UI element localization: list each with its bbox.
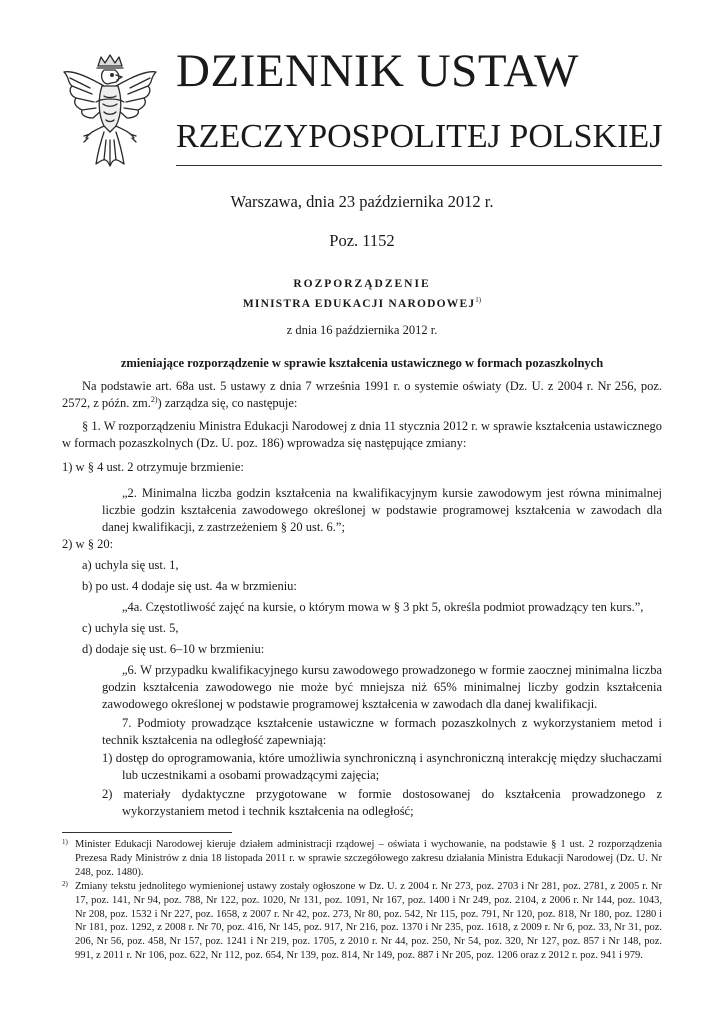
act-type: ROZPORZĄDZENIE	[293, 278, 431, 290]
paragraph-1: § 1. W rozporządzeniu Ministra Edukacji Narodowej z dnia 11 stycznia 2012 r. w sprawie kształcenia ustawicznego w formach pozaszkolnych (Dz. U. poz. 186) wprowadza się następujące zmiany:	[62, 419, 662, 450]
footnote-ref: 1)	[475, 296, 482, 304]
item-1: 1) w § 4 ust. 2 otrzymuje brzmienie:	[62, 460, 244, 474]
footnote-2: 2) Zmiany tekstu jednolitego wymienionej ustawy zostały ogłoszone w Dz. U. z 2004 r. Nr 273, poz. 2703 i Nr 281, poz. 2781, z 2005 r. Nr 17, poz. 141, Nr 94, poz. 788, Nr 122, poz. 1020, Nr 131, poz. 1091, Nr 167, poz. 1400 i Nr 249, poz. 2104, z 2006 r. Nr 144, poz. 1043, Nr 208, poz. 1532 i Nr 227, poz. 1658, z 2007 r. Nr 42, poz. 273, Nr 80, poz. 542, Nr 115, poz. 791, Nr 120, poz. 818, Nr 180, poz. 1280 i Nr 181, poz. 1292, z 2008 r. Nr 70, poz. 416, Nr 145, poz. 917, Nr 216, poz. 1370 i Nr 235, poz. 1618, z 2009 r. Nr 6, poz. 33, Nr 31, poz. 206, Nr 56, poz. 458, Nr 157, poz. 1241 i Nr 219, poz. 1705, z 2010 r. Nr 44, poz. 250, Nr 54, poz. 320, Nr 127, poz. 857 i Nr 148, poz. 991, z 2011 r. Nr 106, poz. 622, Nr 112, poz. 654, Nr 139, poz. 814, Nr 149, poz. 887 i Nr 205, poz. 1206 oraz z 2012 r. poz. 941 i 979.	[62, 880, 662, 961]
preamble: Na podstawie art. 68a ust. 5 ustawy z dnia 7 września 1991 r. o systemie oświaty (Dz. U. z 2004 r. Nr 256, poz. 2572, z późn. zm.$^{2)}$) zarządza się, co następuje:	[62, 379, 662, 410]
item-2-b-quote: „4a. Częstotliwość zajęć na kursie, o którym mowa w § 3 pkt 5, określa podmiot prowadzący ten kurs.”,	[122, 600, 644, 614]
item-2-a: a) uchyla się ust. 1,	[82, 558, 179, 572]
masthead-divider	[176, 165, 662, 166]
footnote-divider	[62, 832, 232, 833]
masthead-subtitle: RZECZYPOSPOLITEJ POLSKIEJ	[176, 118, 663, 155]
quote-para-7: 7. Podmioty prowadzące kształcenie ustawiczne w formach pozaszkolnych z wykorzystaniem metod i technik kształcenia na odległość zapewniają:	[102, 716, 662, 747]
footnote-number: 2)	[62, 880, 68, 888]
item-2-b: b) po ust. 4 dodaje się ust. 4a w brzmieniu:	[82, 579, 297, 593]
polish-eagle-emblem-icon	[60, 52, 160, 170]
item-2: 2) w § 20:	[62, 537, 114, 551]
item-1-quote: „2. Minimalna liczba godzin kształcenia na kwalifikacyjnym kursie zawodowym jest równa minimalnej liczbie godzin kształcenia zawodowego określonej w podstawie programowej kształcenia w zawodach dla danej kwalifikacji, z zastrzeżeniem § 20 ust. 6.”;	[102, 486, 662, 534]
footnote-1: 1) Minister Edukacji Narodowej kieruje działem administracji rządowej – oświata i wychowanie, na podstawie § 1 ust. 2 rozporządzenia Prezesa Rady Ministrów z dnia 18 listopada 2011 r. w sprawie szczegółowego zakresu działania Ministra Edukacji Narodowej (Dz. U. Nr 248, poz. 1480).	[62, 838, 662, 878]
item-2-c: c) uchyla się ust. 5,	[82, 621, 179, 635]
footnote-ref: 2)	[150, 394, 158, 404]
position-number: Poz. 1152	[329, 231, 395, 250]
masthead-title: DZIENNIK USTAW	[176, 45, 579, 97]
act-issuer: MINISTRA EDUKACJI NARODOWEJ$^{1)}$	[242, 296, 482, 310]
act-date: z dnia 16 października 2012 r.	[286, 323, 438, 337]
quote-7-point-2: 2) materiały dydaktyczne przygotowane w formie dostosowanej do kształcenia prowadzonego z wykorzystaniem metod i technik kształcenia na odległość;	[102, 787, 662, 818]
publication-date: Warszawa, dnia 23 października 2012 r.	[230, 192, 494, 211]
quote-para-6: „6. W przypadku kwalifikacyjnego kursu zawodowego prowadzonego w formie zaocznej minimalna liczba godzin kształcenia zawodowego nie może być mniejsza niż 65% minimalnej liczby godzin kształcenia zawodowego określonej w podstawie programowej kształcenia w zawodach dla danej kwalifikacji.	[102, 663, 662, 711]
footnote-number: 1)	[62, 838, 68, 846]
item-2-d: d) dodaje się ust. 6–10 w brzmieniu:	[82, 642, 265, 656]
quote-7-point-1: 1) dostęp do oprogramowania, które umożliwia synchroniczną i asynchroniczną interakcję między słuchaczami lub uczestnikami a osobami prowadzącymi zajęcia;	[102, 751, 662, 782]
act-subject: zmieniające rozporządzenie w sprawie kształcenia ustawicznego w formach pozaszkolnych	[120, 356, 604, 370]
